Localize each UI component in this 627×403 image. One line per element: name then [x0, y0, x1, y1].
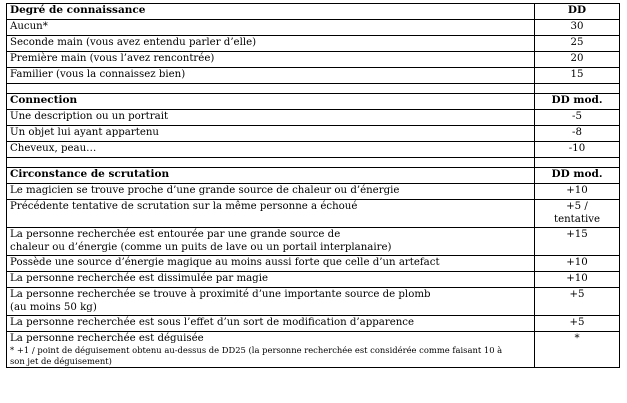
- row-value-unit: tentative: [554, 214, 600, 225]
- row-label-continued: chaleur ou d’énergie (comme un puits de lave ou un portail interplanaire): [10, 242, 392, 253]
- row-label: La personne recherchée est déguisée: [10, 333, 204, 344]
- table-row: [7, 68, 620, 84]
- table-row: [7, 52, 620, 68]
- scrying-table-container: [6, 3, 620, 368]
- row-value: +5: [535, 288, 620, 316]
- row-label-cell: [7, 288, 535, 316]
- table-row: [7, 288, 620, 316]
- table-row: [7, 142, 620, 158]
- table-row: [7, 126, 620, 142]
- header-label: Degré de connaissance: [7, 4, 535, 20]
- row-value: 20: [535, 52, 620, 68]
- row-value: -5: [535, 110, 620, 126]
- header-label: Connection: [7, 94, 535, 110]
- table-row: [7, 184, 620, 200]
- row-label: La personne recherchée se trouve à proximité d’une importante source de plomb: [10, 289, 431, 300]
- table-row: [7, 256, 620, 272]
- row-value: -10: [535, 142, 620, 158]
- section-header-circumstance: [7, 168, 620, 184]
- header-value: DD mod.: [535, 94, 620, 110]
- section-header-knowledge: [7, 4, 620, 20]
- row-footnote-continued: son jet de déguisement): [10, 356, 112, 366]
- row-value: 30: [535, 20, 620, 36]
- table-row: [7, 110, 620, 126]
- row-label: Une description ou un portrait: [7, 110, 535, 126]
- row-value: +10: [535, 184, 620, 200]
- row-label: Cheveux, peau…: [7, 142, 535, 158]
- spacer-row: [7, 158, 620, 168]
- row-value: *: [535, 332, 620, 368]
- table-row: [7, 36, 620, 52]
- row-label: La personne recherchée est dissimulée par magie: [7, 272, 535, 288]
- row-value: +5 /: [566, 201, 588, 212]
- scrying-dc-table: [6, 3, 620, 368]
- table-row: [7, 316, 620, 332]
- row-value: 25: [535, 36, 620, 52]
- row-label: Le magicien se trouve proche d’une grande source de chaleur ou d’énergie: [7, 184, 535, 200]
- row-footnote: * +1 / point de déguisement obtenu au-dessus de DD25 (la personne recherchée est considérée comme faisant 10 à: [10, 345, 503, 355]
- row-value: +15: [535, 228, 620, 256]
- header-value: DD mod.: [535, 168, 620, 184]
- table-row: [7, 272, 620, 288]
- row-value: 15: [535, 68, 620, 84]
- row-label: La personne recherchée est entourée par une grande source de: [10, 229, 341, 240]
- row-label: Possède une source d’énergie magique au moins aussi forte que celle d’un artefact: [7, 256, 535, 272]
- header-label: Circonstance de scrutation: [7, 168, 535, 184]
- row-label: Seconde main (vous avez entendu parler d’elle): [7, 36, 535, 52]
- spacer-row: [7, 84, 620, 94]
- row-label-cell: [7, 228, 535, 256]
- row-label: Première main (vous l’avez rencontrée): [7, 52, 535, 68]
- table-row: [7, 20, 620, 36]
- row-label: Familier (vous la connaissez bien): [7, 68, 535, 84]
- row-value: +10: [535, 256, 620, 272]
- row-label: Un objet lui ayant appartenu: [7, 126, 535, 142]
- row-label: Précédente tentative de scrutation sur la même personne a échoué: [7, 200, 535, 228]
- row-value: +10: [535, 272, 620, 288]
- row-value: -8: [535, 126, 620, 142]
- table-row: [7, 332, 620, 368]
- row-label-cell: [7, 332, 535, 368]
- row-value: +5: [535, 316, 620, 332]
- row-label: Aucun*: [7, 20, 535, 36]
- header-value: DD: [535, 4, 620, 20]
- row-label-continued: (au moins 50 kg): [10, 302, 97, 313]
- row-value-cell: [535, 200, 620, 228]
- section-header-connection: [7, 94, 620, 110]
- table-row: [7, 228, 620, 256]
- row-label: La personne recherchée est sous l’effet d’un sort de modification d’apparence: [7, 316, 535, 332]
- table-row: [7, 200, 620, 228]
